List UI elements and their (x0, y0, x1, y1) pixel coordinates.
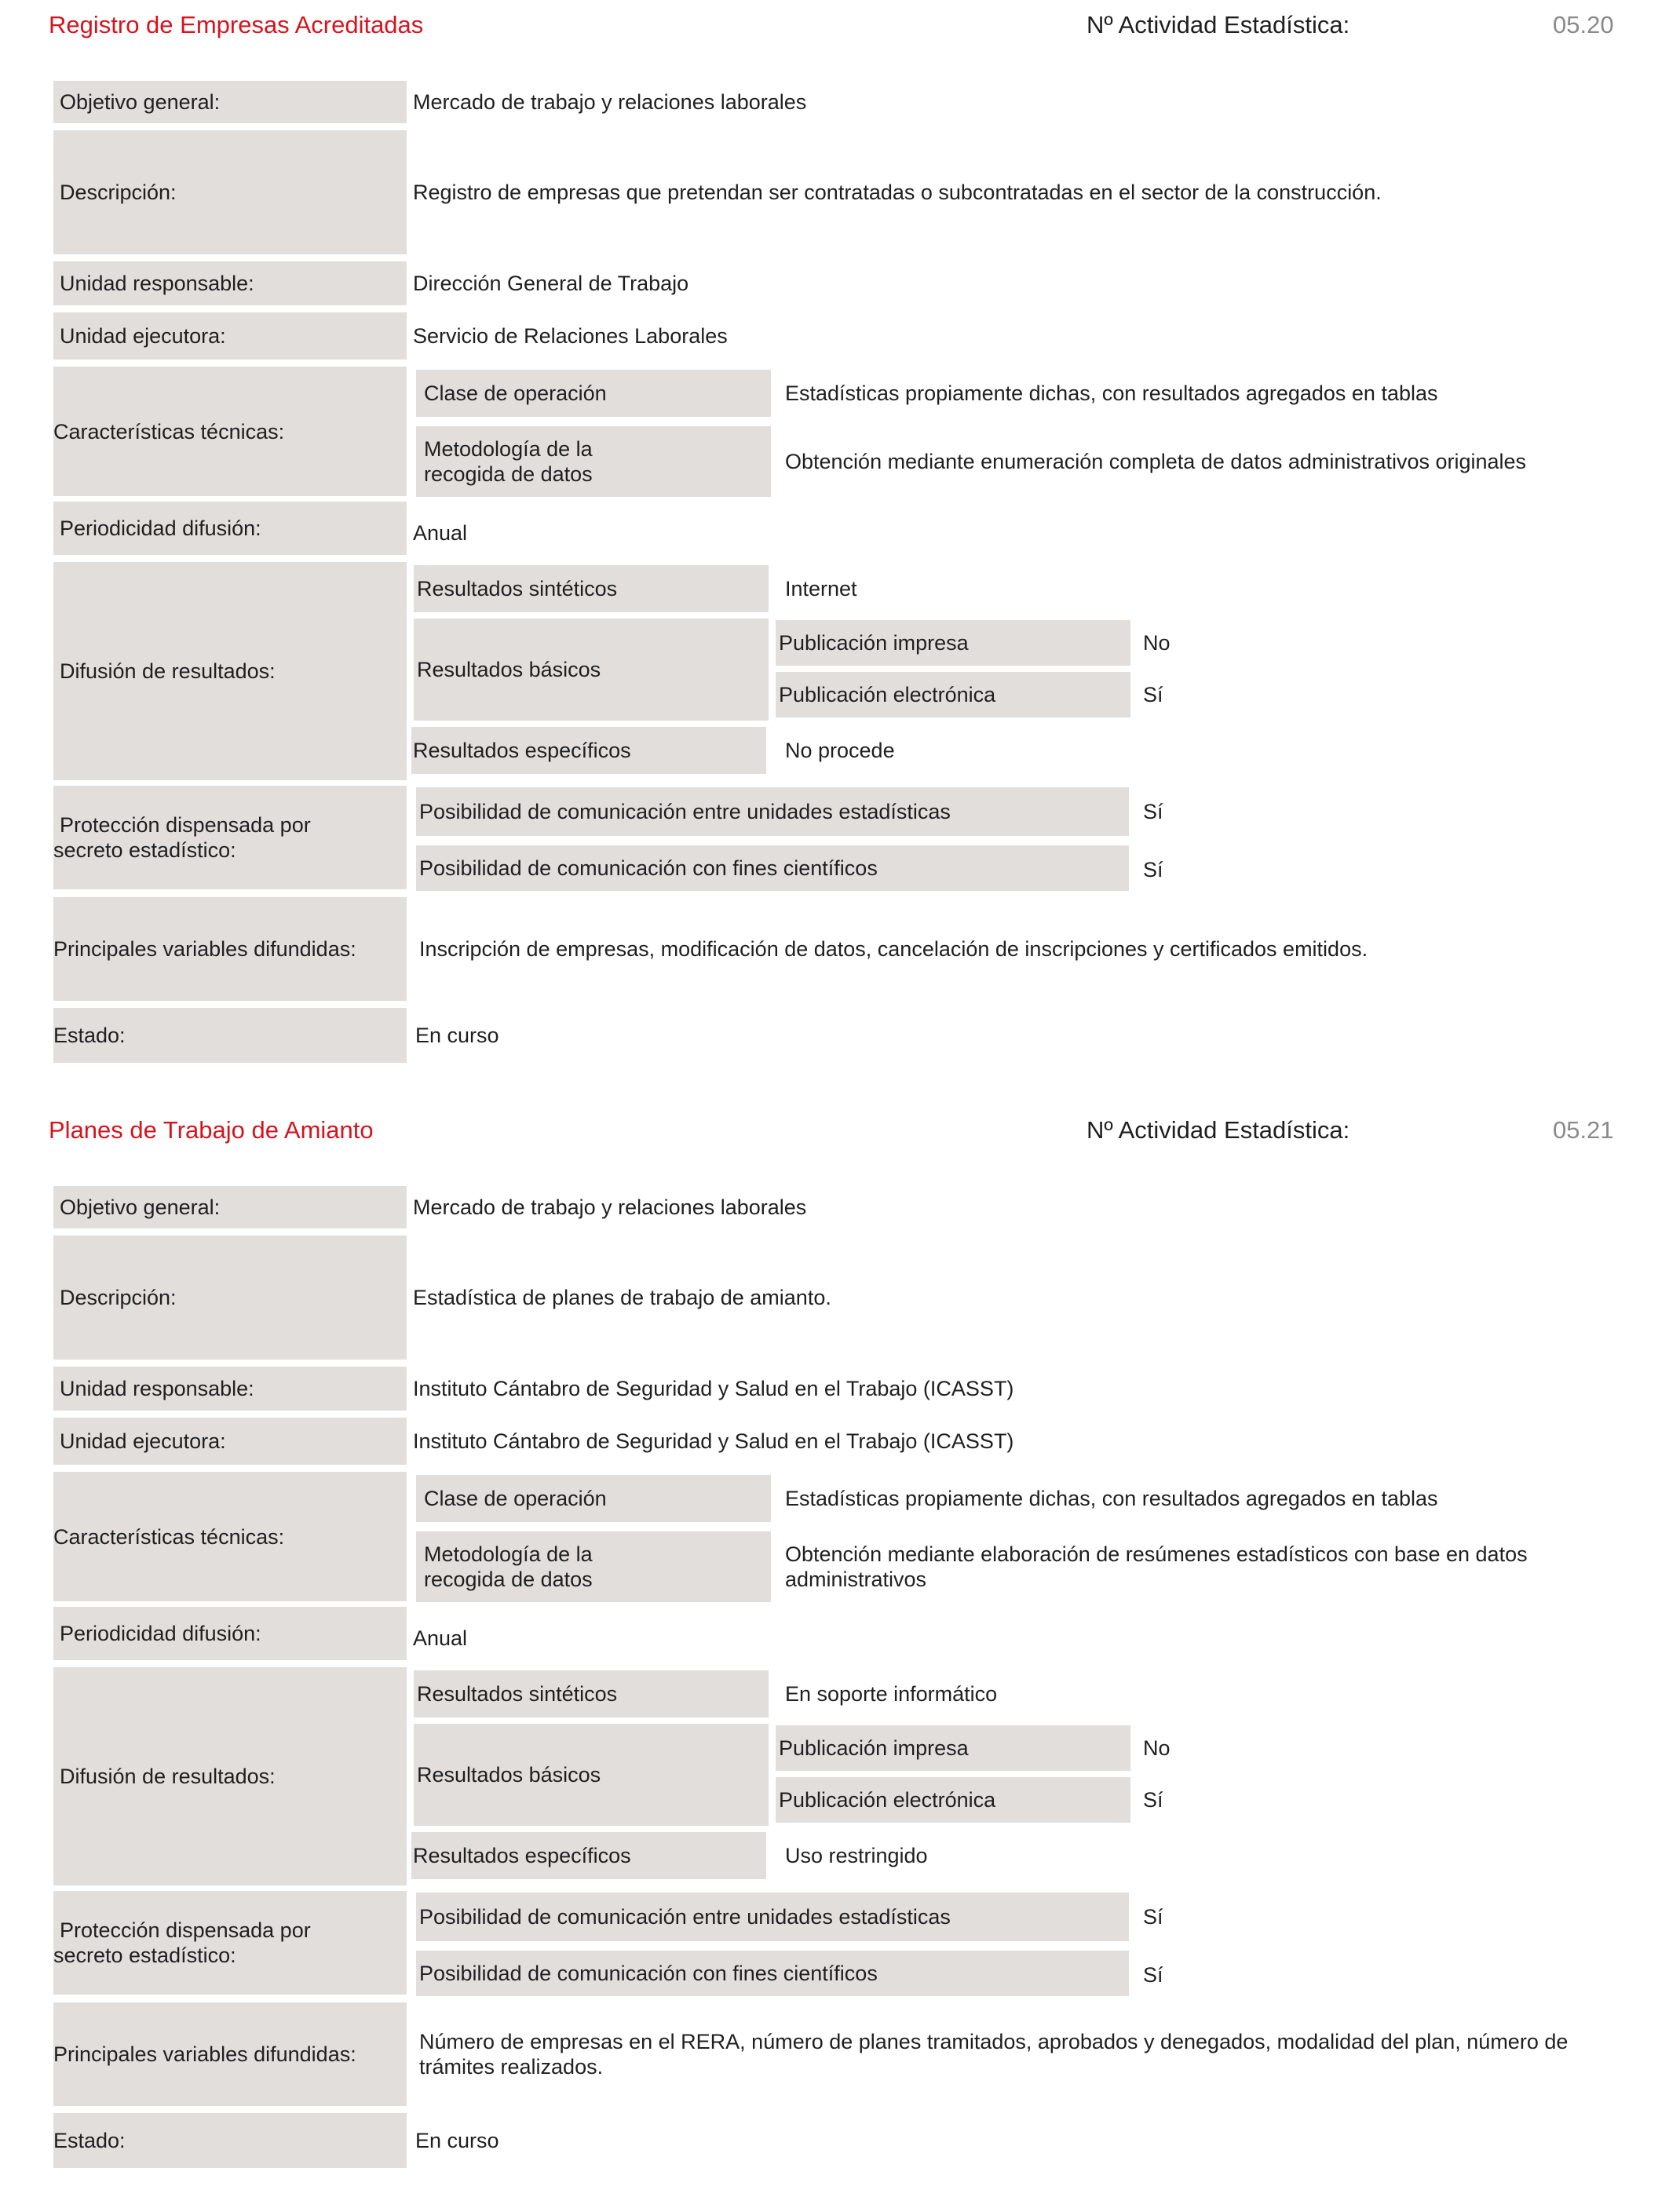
periodicidad-label: Periodicidad difusión: (60, 1622, 261, 1645)
periodicidad-value: Anual (413, 521, 468, 545)
variables-label-cell (53, 2002, 407, 2106)
objetivo-label: Objetivo general: (60, 90, 221, 114)
descripcion-label-cell (53, 1236, 407, 1360)
unidad-responsable-label-cell (53, 261, 407, 305)
cientificos-value: Sí (1143, 858, 1163, 882)
estado-value: En curso (415, 1024, 499, 1047)
especificos-label-cell (411, 727, 766, 774)
unidad-ejecutora-label-cell (53, 312, 407, 360)
entre-unidades-label: Posibilidad de comunicación entre unidades estadísticas (419, 1905, 951, 1929)
sinteticos-value: Internet (785, 577, 857, 600)
sinteticos-label-cell (414, 1670, 769, 1717)
difusion-label-cell (53, 562, 407, 780)
estado-value: En curso (415, 2129, 499, 2152)
activity-number: 05.20 (1553, 11, 1614, 38)
clase-operacion-label-cell (416, 1475, 771, 1522)
entre-unidades-label-cell (416, 1893, 1129, 1941)
impresa-label-cell (776, 620, 1130, 666)
difusion-label-cell (53, 1667, 407, 1885)
especificos-label-cell (411, 1832, 766, 1879)
electronica-label: Publicación electrónica (779, 683, 996, 706)
unidad-responsable-label: Unidad responsable: (60, 272, 254, 295)
entre-unidades-value: Sí (1143, 1905, 1163, 1929)
entre-unidades-value: Sí (1143, 800, 1163, 823)
periodicidad-label-cell (53, 502, 407, 555)
unidad-responsable-label-cell (53, 1367, 407, 1411)
impresa-value: No (1143, 631, 1170, 655)
clase-operacion-label: Clase de operación (424, 381, 607, 405)
proteccion-label: Protección dispensada por secreto estadístico: (53, 1918, 311, 1967)
estado-label: Estado: (53, 2129, 126, 2152)
impresa-label-cell (776, 1725, 1130, 1771)
activity-section (0, 1105, 1669, 2212)
clase-operacion-label-cell (416, 370, 771, 417)
descripcion-label: Descripción: (60, 1286, 177, 1309)
proteccion-label: Protección dispensada por secreto estadístico: (53, 813, 311, 862)
proteccion-label-cell (53, 786, 407, 889)
clase-operacion-value: Estadísticas propiamente dichas, con resultados agregados en tablas (785, 381, 1438, 405)
objetivo-label-cell (53, 1186, 407, 1228)
sinteticos-value: En soporte informático (785, 1682, 998, 1706)
impresa-value: No (1143, 1736, 1170, 1760)
variables-value: Inscripción de empresas, modificación de datos, cancelación de inscripciones y certificados emitidos. (419, 937, 1368, 961)
electronica-value: Sí (1143, 1788, 1163, 1812)
activity-number-label: Nº Actividad Estadística: (1086, 1116, 1350, 1144)
clase-operacion-label: Clase de operación (424, 1487, 607, 1510)
especificos-label: Resultados específicos (413, 1844, 631, 1867)
impresa-label: Publicación impresa (779, 631, 969, 655)
basicos-label: Resultados básicos (417, 1763, 601, 1787)
proteccion-label-cell (53, 1891, 407, 1995)
estado-label-cell (53, 1008, 407, 1063)
periodicidad-label: Periodicidad difusión: (60, 516, 261, 540)
objetivo-value: Mercado de trabajo y relaciones laborales (413, 90, 807, 114)
metodologia-label: Metodología de la recogida de datos (424, 1542, 593, 1591)
basicos-label-cell (414, 619, 769, 721)
caracteristicas-label-cell (53, 367, 407, 496)
caracteristicas-label-cell (53, 1472, 407, 1601)
unidad-responsable-value: Dirección General de Trabajo (413, 272, 689, 295)
especificos-value: No procede (785, 739, 895, 762)
electronica-label-cell (776, 672, 1130, 717)
section-title: Registro de Empresas Acreditadas (49, 11, 424, 38)
electronica-label: Publicación electrónica (779, 1788, 996, 1812)
unidad-ejecutora-label: Unidad ejecutora: (60, 1429, 226, 1453)
metodologia-label: Metodología de la recogida de datos (424, 437, 593, 486)
entre-unidades-label-cell (416, 787, 1129, 836)
objetivo-value: Mercado de trabajo y relaciones laborales (413, 1195, 807, 1219)
periodicidad-value: Anual (413, 1626, 468, 1650)
cientificos-label-cell (416, 1951, 1129, 1996)
impresa-label: Publicación impresa (779, 1736, 969, 1760)
sinteticos-label-cell (414, 565, 769, 612)
unidad-ejecutora-label: Unidad ejecutora: (60, 324, 226, 348)
periodicidad-label-cell (53, 1607, 407, 1660)
unidad-ejecutora-value: Servicio de Relaciones Laborales (413, 324, 728, 348)
cientificos-label: Posibilidad de comunicación con fines científicos (419, 1962, 878, 1985)
electronica-label-cell (776, 1777, 1130, 1823)
difusion-label: Difusión de resultados: (60, 1765, 276, 1788)
unidad-ejecutora-value: Instituto Cántabro de Seguridad y Salud en el Trabajo (ICASST) (413, 1429, 1014, 1453)
clase-operacion-value: Estadísticas propiamente dichas, con resultados agregados en tablas (785, 1487, 1438, 1510)
caracteristicas-label: Características técnicas: (53, 1524, 285, 1549)
activity-number: 05.21 (1553, 1116, 1614, 1144)
estado-label: Estado: (53, 1024, 126, 1047)
descripcion-label: Descripción: (60, 181, 177, 204)
basicos-label: Resultados básicos (417, 658, 601, 681)
cientificos-label: Posibilidad de comunicación con fines científicos (419, 856, 878, 880)
cientificos-value: Sí (1143, 1963, 1163, 1987)
section-title: Planes de Trabajo de Amianto (49, 1116, 374, 1144)
electronica-value: Sí (1143, 683, 1163, 706)
difusion-label: Difusión de resultados: (60, 659, 276, 683)
variables-label-cell (53, 897, 407, 1001)
descripcion-value: Estadística de planes de trabajo de amianto. (413, 1286, 831, 1309)
caracteristicas-label: Características técnicas: (53, 419, 285, 443)
sinteticos-label: Resultados sintéticos (417, 577, 618, 600)
variables-label: Principales variables difundidas: (53, 2042, 356, 2066)
metodologia-value: Obtención mediante enumeración completa de datos administrativos originales (785, 450, 1527, 473)
especificos-value: Uso restringido (785, 1844, 928, 1867)
unidad-responsable-value: Instituto Cántabro de Seguridad y Salud en el Trabajo (ICASST) (413, 1377, 1014, 1400)
objetivo-label: Objetivo general: (60, 1195, 221, 1219)
variables-value: Número de empresas en el RERA, número de planes tramitados, aprobados y denegados, modalidad del plan, número de trámites realizados. (419, 2030, 1569, 2079)
descripcion-value: Registro de empresas que pretendan ser contratadas o subcontratadas en el sector de la construcción. (413, 181, 1382, 204)
variables-label: Principales variables difundidas: (53, 937, 356, 961)
estado-label-cell (53, 2113, 407, 2168)
unidad-ejecutora-label-cell (53, 1418, 407, 1465)
unidad-responsable-label: Unidad responsable: (60, 1377, 254, 1400)
especificos-label: Resultados específicos (413, 739, 631, 762)
metodologia-label-cell (416, 1531, 771, 1602)
metodologia-value: Obtención mediante elaboración de resúmenes estadísticos con base en datos administrativos (785, 1542, 1528, 1591)
objetivo-label-cell (53, 81, 407, 123)
activity-number-label: Nº Actividad Estadística: (1086, 11, 1350, 38)
descripcion-label-cell (53, 130, 407, 254)
cientificos-label-cell (416, 845, 1129, 891)
entre-unidades-label: Posibilidad de comunicación entre unidades estadísticas (419, 800, 951, 823)
sinteticos-label: Resultados sintéticos (417, 1682, 618, 1706)
basicos-label-cell (414, 1724, 769, 1826)
metodologia-label-cell (416, 426, 771, 497)
